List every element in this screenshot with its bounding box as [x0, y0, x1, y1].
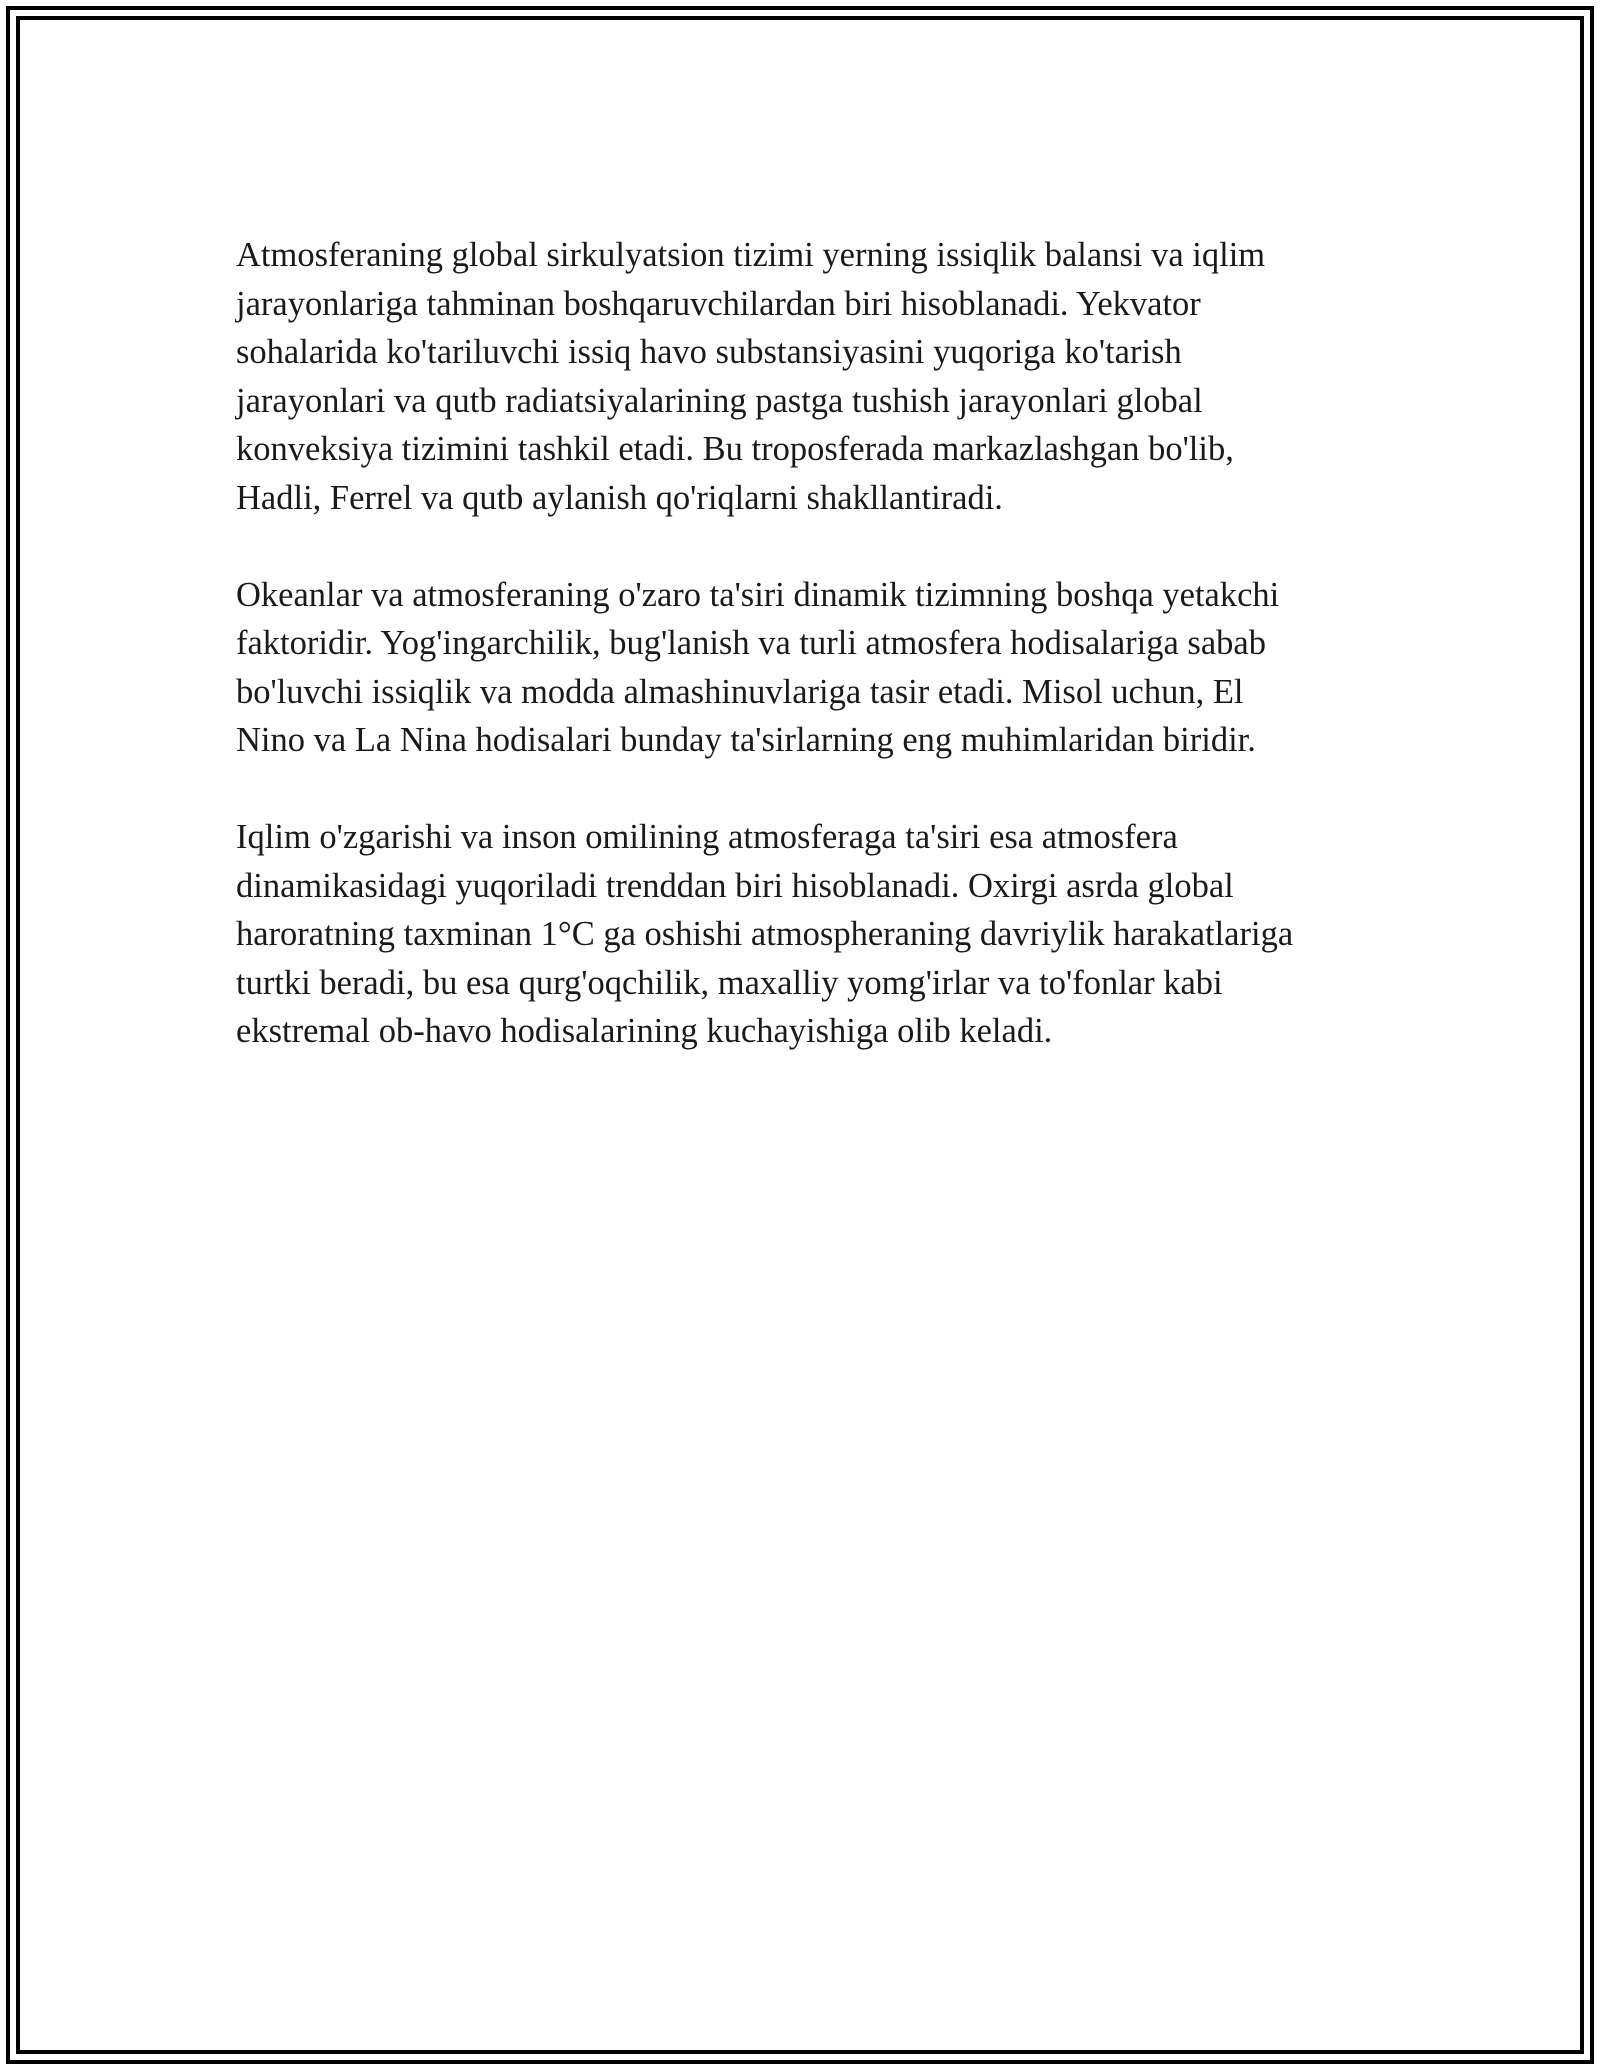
- paragraph-2: [236, 571, 1376, 765]
- text-line: jarayonlari va qutb radiatsiyalarining pastga tushish jarayonlari global: [236, 381, 1203, 420]
- text-line: dinamikasidagi yuqoriladi trenddan biri hisoblanadi. Oxirgi asrda global: [236, 866, 1234, 905]
- text-line: jarayonlariga tahminan boshqaruvchilardan biri hisoblanadi. Yekvator: [236, 284, 1201, 323]
- text-line: konveksiya tizimini tashkil etadi. Bu troposferada markazlashgan bo'lib,: [236, 430, 1234, 468]
- text-line: Nino va La Nina hodisalari bunday ta'sirlarning eng muhimlaridan biridir.: [236, 721, 1256, 759]
- text-line: sohalarida ko'tariluvchi issiq havo substansiyasini yuqoriga ko'tarish: [236, 333, 1182, 371]
- document-body: [236, 231, 1376, 1104]
- text-line: turtki beradi, bu esa qurg'oqchilik, maxalliy yomg'irlar va to'fonlar kabi: [236, 963, 1223, 1002]
- text-line: Atmosferaning global sirkulyatsion tizimi yerning issiqlik balansi va iqlim: [236, 236, 1266, 274]
- paragraph-3: [236, 813, 1376, 1056]
- paragraph-1: [236, 231, 1376, 522]
- text-line: bo'luvchi issiqlik va modda almashinuvlariga tasir etadi. Misol uchun, El: [236, 672, 1244, 711]
- text-line: Hadli, Ferrel va qutb aylanish qo'riqlarni shakllantiradi.: [236, 478, 1003, 517]
- text-line: ekstremal ob-havo hodisalarining kuchayishiga olib keladi.: [236, 1012, 1053, 1050]
- text-line: Okeanlar va atmosferaning o'zaro ta'siri dinamik tizimning boshqa yetakchi: [236, 575, 1280, 614]
- text-line: haroratning taxminan 1°C ga oshishi atmospheraning davriylik harakatlariga: [236, 915, 1294, 953]
- text-line: faktoridir. Yog'ingarchilik, bug'lanish va turli atmosfera hodisalariga sabab: [236, 624, 1266, 662]
- text-line: Iqlim o'zgarishi va inson omilining atmosferaga ta'siri esa atmosfera: [236, 818, 1178, 856]
